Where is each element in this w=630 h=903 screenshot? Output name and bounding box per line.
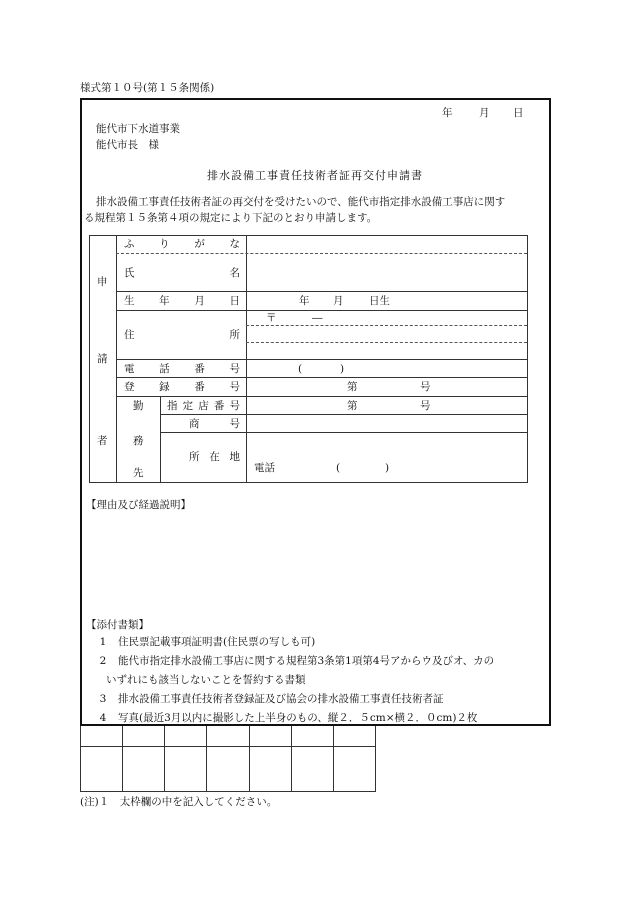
registration-go: 号 [420, 381, 431, 393]
shop-number-go: 号 [420, 400, 431, 412]
applicant-char-2: 請 [97, 353, 108, 365]
address-label: 住 所 [124, 329, 240, 341]
attachment-text: 排水設備工事責任技術者登録証及び協会の排水設備工事責任技術者証 [118, 693, 444, 705]
location-label: 所 在 地 [189, 451, 240, 463]
location-field[interactable] [247, 433, 526, 455]
registration-dai: 第 [347, 381, 358, 393]
applicant-char-1: 申 [97, 276, 108, 288]
attachment-number: 4 [99, 712, 107, 724]
form-number: 様式第１０号(第１５条関係) [80, 82, 215, 94]
location-phone-paren-open: ( [336, 462, 341, 474]
attachment-number: 3 [99, 693, 107, 705]
attachment-text: 能代市指定排水設備工事店に関する規程第3条第1項第4号アからウ及びオ、カの [118, 655, 495, 667]
footnote: (注)１ 太枠欄の中を記入してください。 [80, 796, 278, 808]
shop-number-label: 指 定 店 番 号 [167, 400, 240, 412]
name-label: 氏 名 [124, 267, 240, 279]
birthdate-year: 年 [299, 295, 310, 307]
attachment-number: 1 [99, 636, 107, 648]
document-title: 排水設備工事責任技術者証再交付申請書 [207, 169, 423, 182]
date-month: 月 [479, 107, 490, 119]
phone-paren-open: ( [298, 363, 303, 375]
phone-paren-close: ) [340, 363, 345, 375]
date-year: 年 [442, 107, 453, 119]
trade-name-label: 商 号 [189, 418, 240, 430]
attachment-number: 2 [99, 655, 107, 667]
workplace-char-3: 先 [133, 467, 144, 479]
reason-field[interactable] [86, 514, 541, 614]
furigana-field[interactable] [247, 236, 526, 252]
attachment-text: 写真(最近3月以内に撮影した上半身のもの、縦２．５cm×横２．０cm)２枚 [118, 712, 478, 724]
birthdate-day: 日生 [369, 295, 390, 307]
reason-heading: 【理由及び経過説明】 [86, 499, 191, 511]
attachment-text: 住民票記載事項証明書(住民票の写しも可) [118, 636, 316, 648]
addressee-line2: 能代市長 様 [96, 139, 159, 151]
addressee-line1: 能代市下水道事業 [96, 123, 180, 135]
workplace-char-1: 勤 [133, 400, 144, 412]
intro-line1: 排水設備工事責任技術者証の再交付を受けたいので、能代市指定排水設備工事店に関す [96, 196, 506, 208]
furigana-label: ふ り が な [124, 238, 240, 250]
workplace-char-2: 務 [133, 435, 144, 447]
trade-name-field[interactable] [247, 415, 526, 431]
birthdate-month: 月 [333, 295, 344, 307]
postal-dash: ― [312, 312, 323, 324]
name-field[interactable] [247, 254, 526, 290]
shop-number-dai: 第 [347, 400, 358, 412]
location-phone-paren-close: ) [385, 462, 390, 474]
intro-line2: る規程第１５条第４項の規定により下記のとおり申請します。 [84, 212, 378, 224]
form-frame [80, 98, 551, 726]
applicant-char-3: 者 [97, 435, 108, 447]
postal-mark: 〒 [266, 312, 277, 324]
address-field[interactable] [247, 326, 526, 358]
phone-label: 電 話 番 号 [124, 363, 240, 375]
location-phone-label: 電話 [254, 462, 275, 474]
date-day: 日 [513, 107, 524, 119]
attachment-text: いずれにも該当しないことを誓約する書類 [106, 674, 306, 686]
attachments-heading: 【添付書類】 [86, 619, 149, 631]
birthdate-label: 生 年 月 日 [124, 295, 240, 307]
attachments-texts [106, 633, 495, 728]
registration-label: 登 録 番 号 [124, 381, 240, 393]
